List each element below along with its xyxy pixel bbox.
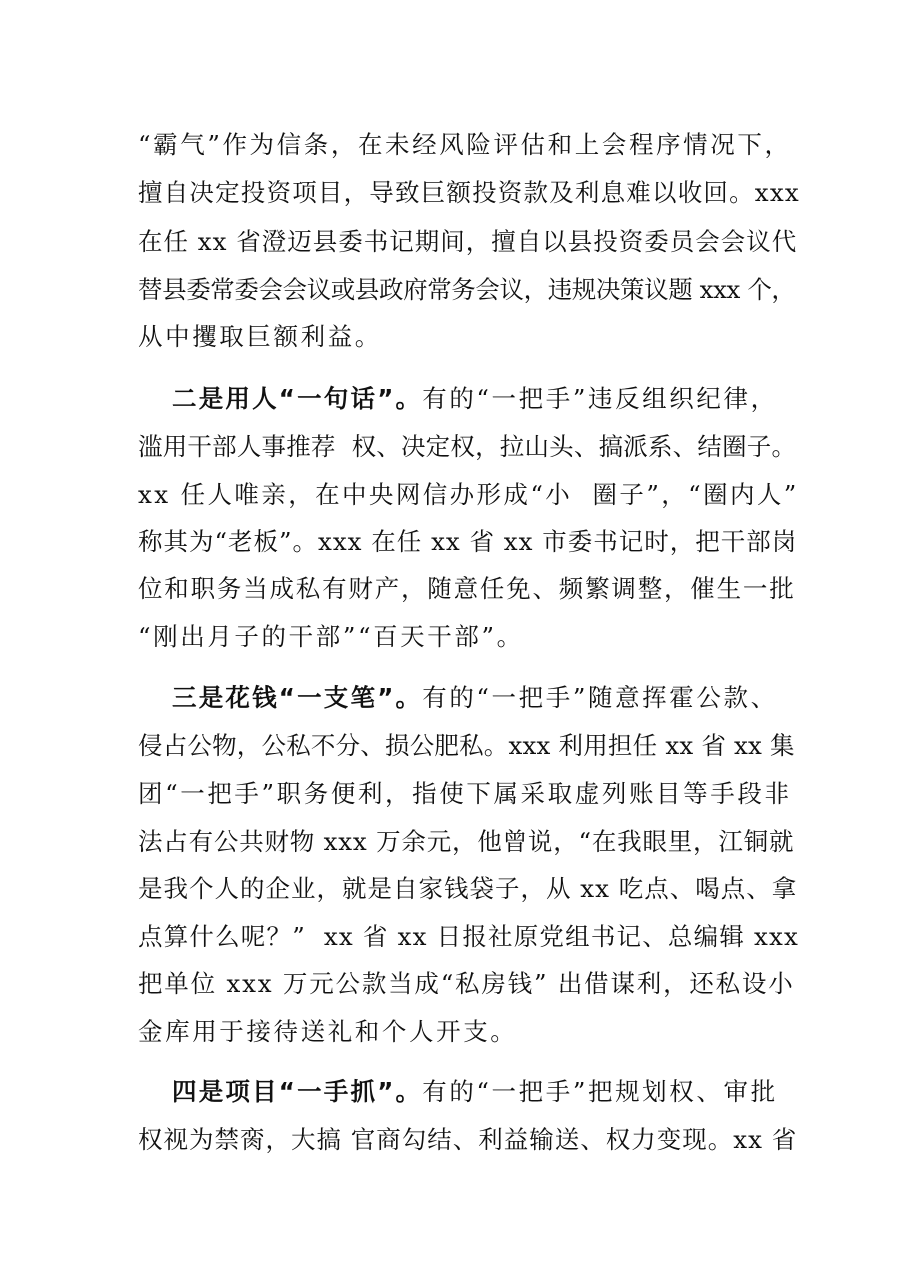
paragraph-1-line-5: 从中攫取巨额利益。 [138, 322, 382, 351]
paragraph-4-line-2: 权视为禁脔，大搞 官商勾结、利益输送、权力变现。xx 省 [138, 1125, 798, 1154]
paragraph-2-line-1 [172, 382, 778, 416]
paragraph-1-line-3: 在任 xx 省澄迈县委书记期间，擅自以县投资委员会会议代 [138, 227, 798, 256]
paragraph-2-lead: 有的“一把手”违反组织纪律， [422, 384, 778, 413]
paragraph-2-line-4: 称其为“老板”。xxx 在任 xx 省 xx 市委书记时，把干部岗 [138, 527, 798, 556]
paragraph-3-heading: 三是花钱“一支笔”。 [172, 683, 423, 712]
paragraph-4-line-1 [172, 1075, 778, 1109]
paragraph-3-lead: 有的“一把手”随意挥霍公款、 [422, 683, 778, 712]
paragraph-3-line-2: 侵占公物，公私不分、损公肥私。xxx 利用担任 xx 省 xx 集 [138, 731, 795, 760]
paragraph-4-heading: 四是项目“一手抓”。 [172, 1077, 423, 1106]
paragraph-1-line-1: “霸气”作为信条，在未经风险评估和上会程序情况下， [138, 130, 792, 159]
paragraph-3-line-7: 把单位 xxx 万元公款当成“私房钱” 出借谋利，还私设小 [138, 969, 795, 998]
paragraph-1-line-2: 擅自决定投资项目，导致巨额投资款及利息难以收回。xxx [138, 178, 800, 207]
paragraph-3-line-5: 是我个人的企业，就是自家钱袋子，从 xx 吃点、喝点、拿 [138, 874, 798, 903]
paragraph-1-line-4: 替县委常委会会议或县政府常务会议，违规决策议题 xxx 个， [138, 275, 796, 304]
paragraph-4-lead: 有的“一把手”把规划权、审批 [422, 1077, 778, 1106]
paragraph-3-line-3: 团“一把手”职务便利，指使下属采取虚列账目等手段非 [138, 779, 792, 808]
paragraph-2-line-3: xx 任人唯亲，在中央网信办形成“小 圈子”，“圈内人” [138, 480, 799, 509]
paragraph-3-line-4: 法占有公共财物 xxx 万余元，他曾说，“在我眼里，江铜就 [138, 827, 795, 856]
paragraph-3-line-8: 金库用于接待送礼和个人开支。 [138, 1017, 518, 1046]
paragraph-2-line-6: “刚出月子的干部”“百天干部”。 [138, 622, 524, 651]
paragraph-3-line-1 [172, 681, 778, 715]
paragraph-2-heading: 二是用人“一句话”。 [172, 384, 423, 413]
paragraph-2-line-5: 位和职务当成私有财产，随意任免、频繁调整，催生一批 [138, 574, 796, 603]
paragraph-2-line-2: 滥用干部人事推荐 权、决定权，拉山头、搞派系、结圈子。 [138, 432, 797, 461]
paragraph-3-line-6: 点算什么呢？” xx 省 xx 日报社原党组书记、总编辑 xxx [138, 922, 800, 951]
